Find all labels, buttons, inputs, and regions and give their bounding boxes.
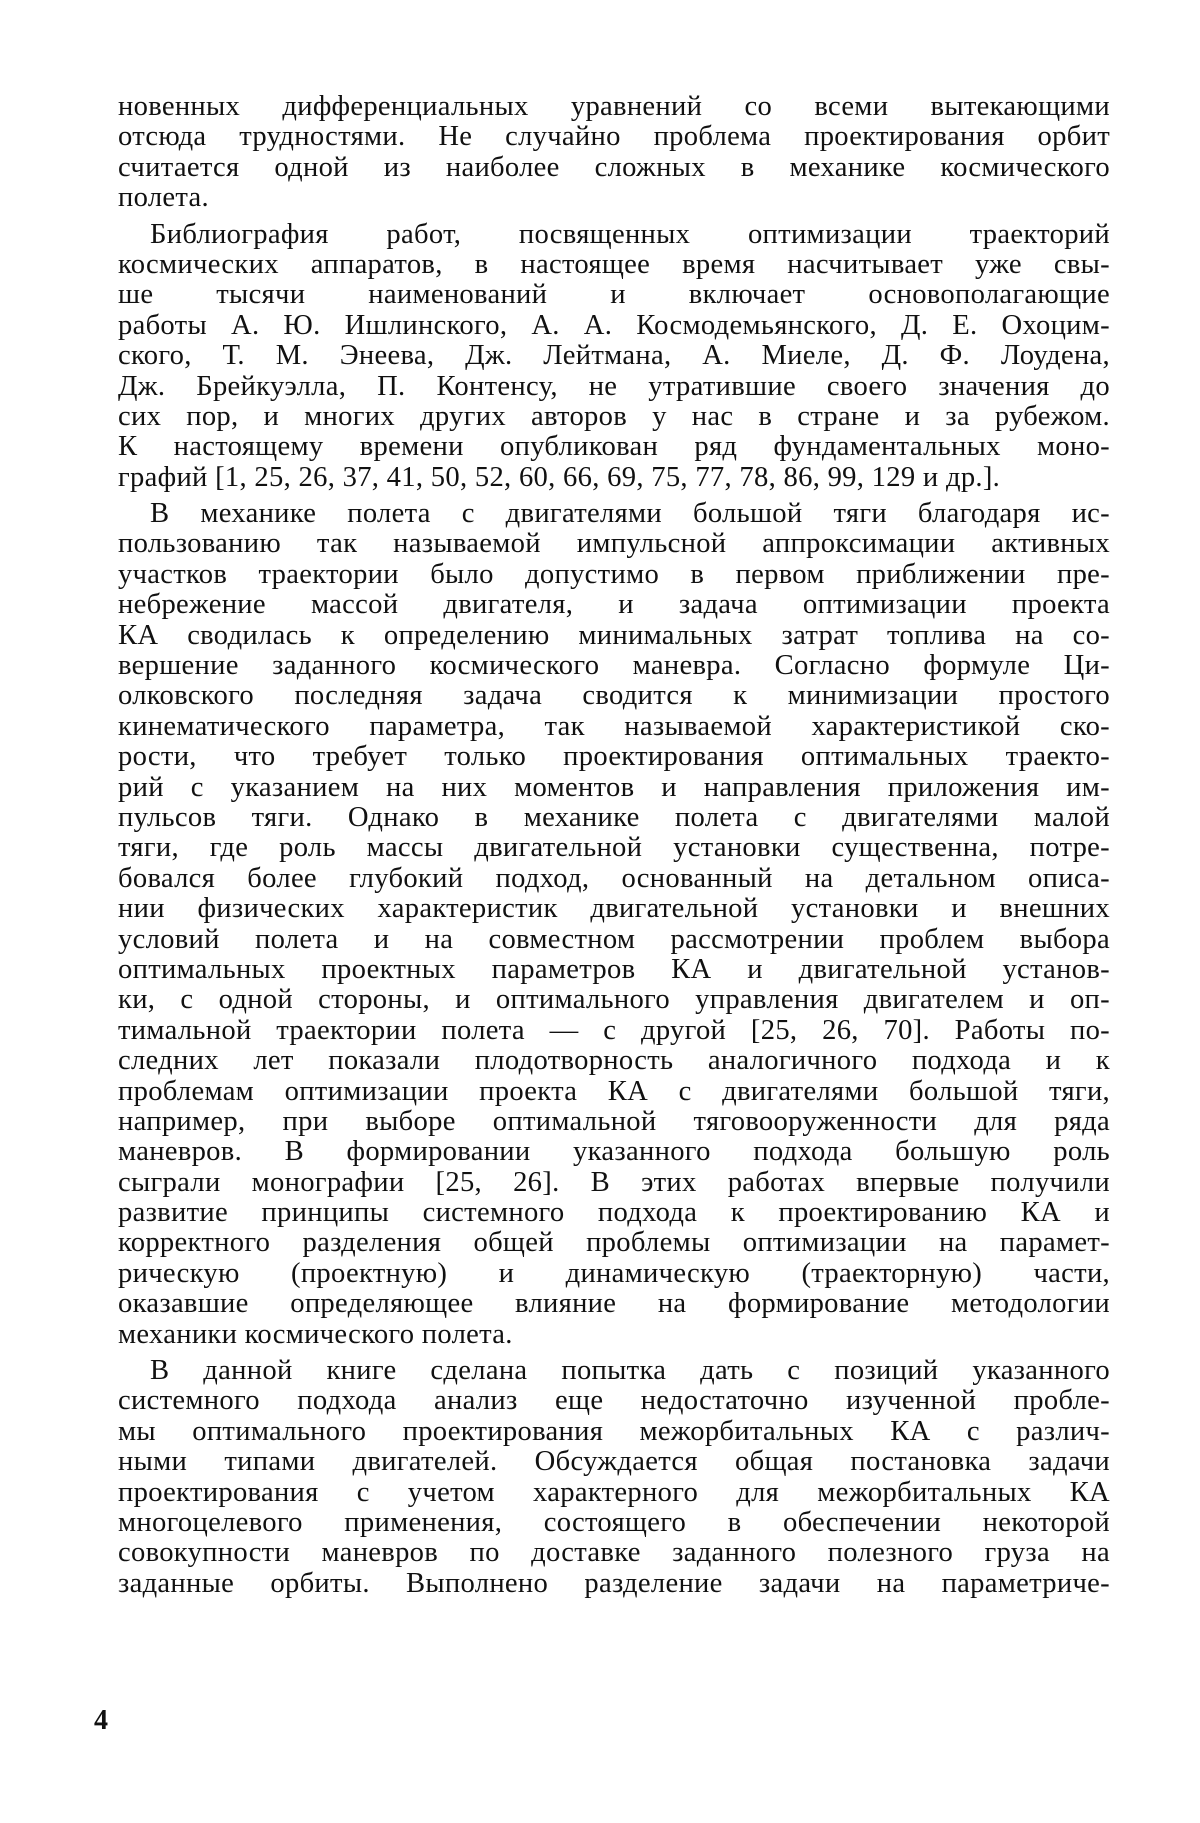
text-line: пульсов тяги. Однако в механике полета с двигателями малой [118,801,1110,833]
text-line: тимальной траектории полета — с другой [25, 26, 70]. Работы по- [118,1014,1110,1046]
text-line: рий с указанием на них моментов и направления приложения им- [118,771,1110,803]
text-line: кинематического параметра, так называемой характеристикой ско- [118,710,1110,742]
text-line: ше тысячи наименований и включает основополагающие [118,279,1110,311]
text-line: В механике полета с двигателями большой тяги благодаря ис- [150,498,1110,530]
paragraph [118,1356,1110,1599]
text-line: участков траектории было допустимо в первом приближении пре- [118,558,1110,590]
text-line: корректного разделения общей проблемы оптимизации на парамет- [118,1227,1110,1259]
text-line: рости, что требует только проектирования оптимальных траекто- [118,741,1110,773]
paragraph [118,92,1110,214]
text-line: системного подхода анализ еще недостаточно изученной пробле- [118,1385,1110,1417]
text-line: бовался более глубокий подход, основанный на детальном описа- [118,862,1110,894]
text-line: проблемам оптимизации проекта КА с двигателями большой тяги, [118,1075,1110,1107]
text-line: развитие принципы системного подхода к проектированию КА и [118,1197,1110,1229]
text-line: космических аппаратов, в настоящее время насчитывает уже свы- [118,248,1110,280]
text-line: нии физических характеристик двигательной установки и внешних [118,893,1110,925]
text-line: ными типами двигателей. Обсуждается общая постановка задачи [118,1446,1110,1478]
page-number: 4 [94,1705,108,1736]
text-line: тяги, где роль массы двигательной установки существенна, потре- [118,832,1110,864]
text-line: проектирования с учетом характерного для межорбитальных КА [118,1476,1110,1508]
text-line: считается одной из наиболее сложных в механике космического [118,151,1110,183]
text-line: условий полета и на совместном рассмотрении проблем выбора [118,923,1110,955]
text-line: рическую (проектную) и динамическую (траекторную) части, [118,1257,1110,1289]
text-line: следних лет показали плодотворность аналогичного подхода и к [118,1045,1110,1077]
text-line: сих пор, и многих других авторов у нас в стране и за рубежом. [118,400,1110,432]
paragraph [118,220,1110,494]
text-line: вершение заданного космического маневра. Согласно формуле Ци- [118,650,1110,682]
text-line: маневров. В формировании указанного подхода большую роль [118,1136,1110,1168]
text-line: сыграли монографии [25, 26]. В этих работах впервые получили [118,1166,1110,1198]
text-line: В данной книге сделана попытка дать с позиций указанного [150,1355,1110,1387]
text-line: мы оптимального проектирования межорбитальных КА с различ- [118,1415,1110,1447]
text-line: работы А. Ю. Ишлинского, А. А. Космодемьянского, Д. Е. Охоцим- [118,309,1110,341]
text-line: небрежение массой двигателя, и задача оптимизации проекта [118,589,1110,621]
text-line: пользованию так называемой импульсной аппроксимации активных [118,528,1110,560]
text-line: оказавшие определяющее влияние на формирование методологии [118,1288,1110,1320]
text-line: многоцелевого применения, состоящего в обеспечении некоторой [118,1506,1110,1538]
text-line: оптимальных проектных параметров КА и двигательной установ- [118,953,1110,985]
page-text [118,92,1110,1599]
text-line: К настоящему времени опубликован ряд фундаментальных моно- [118,431,1110,463]
text-line: заданные орбиты. Выполнено разделение задачи на параметриче- [118,1567,1110,1599]
text-line: новенных дифференциальных уравнений со всеми вытекающими [118,91,1110,122]
text-line: Дж. Брейкуэлла, П. Контенсу, не утратившие своего значения до [118,370,1110,402]
text-line: механики космического полета. [118,1318,513,1350]
text-line: полета. [118,182,209,214]
text-line: КА сводилась к определению минимальных затрат топлива на со- [118,619,1110,651]
text-line: совокупности маневров по доставке заданного полезного груза на [118,1537,1110,1569]
text-line: Библиография работ, посвященных оптимизации траекторий [150,218,1110,250]
text-line: олковского последняя задача сводится к минимизации простого [118,680,1110,712]
paragraph [118,499,1110,1350]
text-line: ки, с одной стороны, и оптимального управления двигателем и оп- [118,984,1110,1016]
text-line: ского, Т. М. Энеева, Дж. Лейтмана, А. Миеле, Д. Ф. Лоудена, [118,340,1110,372]
text-line: графий [1, 25, 26, 37, 41, 50, 52, 60, 66, 69, 75, 77, 78, 86, 99, 129 и др.]. [118,461,1001,493]
text-line: отсюда трудностями. Не случайно проблема проектирования орбит [118,121,1110,153]
text-line: например, при выборе оптимальной тяговооруженности для ряда [118,1105,1110,1137]
